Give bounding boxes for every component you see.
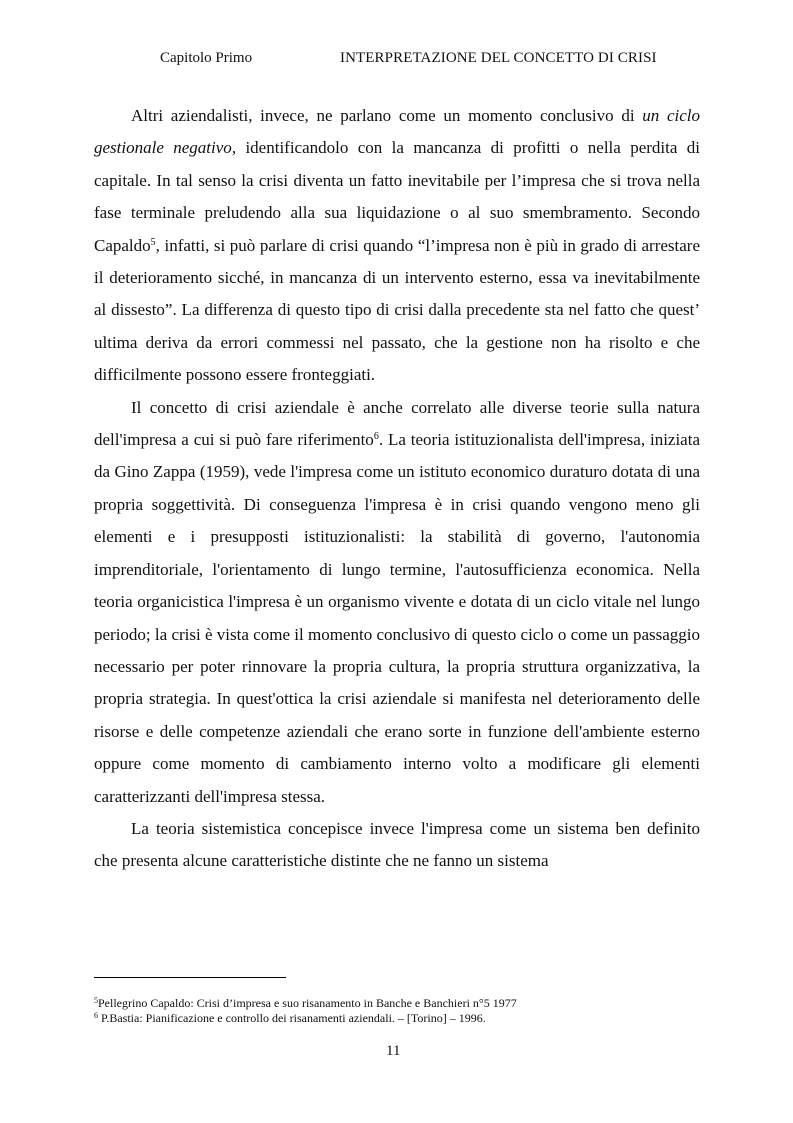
paragraph-1-text-c: , infatti, si può parlare di crisi quando “l’impresa non è più in grado di arrestare il deterioramento sicché, in mancanza di un intervento esterno, essa va inevitabilmente al dissesto”. La differenza di questo tipo di crisi dalla precedente sta nel fatto che quest’ ultima deriva da errori commessi nel passato, che la gestione non ha risolto e che difficilmente possono essere fronteggiati. [94, 235, 700, 385]
footnote-divider [94, 977, 286, 978]
footnote-text: P.Bastia: Pianificazione e controllo dei risanamenti aziendali. – [Torino] – 1996. [98, 1011, 486, 1025]
footnote-5 [94, 996, 714, 1011]
italic-phrase: un ciclo gestionale negativo [94, 106, 700, 158]
footnote-ref-6[interactable]: 6 [373, 431, 379, 443]
paragraph-1-text-a: Altri aziendalisti, invece, ne parlano come un momento conclusivo di [131, 106, 643, 125]
footnote-ref-5[interactable]: 5 [150, 236, 156, 248]
footnote-number: 6 [94, 1011, 98, 1020]
paragraph-1-text-b: , identificandolo con la mancanza di profitti o nella perdita di capitale. In tal senso la crisi diventa un fatto inevitabile per l’impresa che si trova nella fase terminale preludendo alla sua liquidazione o al suo smembramento. Secondo Capaldo [94, 138, 700, 255]
paragraph-2 [94, 392, 700, 813]
footnote-text: Pellegrino Capaldo: Crisi d’impresa e suo risanamento in Banche e Banchieri n°5 1977 [98, 996, 517, 1010]
footnote-6 [94, 1011, 714, 1026]
page-number: 11 [386, 1043, 401, 1059]
running-header-title: INTERPRETAZIONE DEL CONCETTO DI CRISI [340, 50, 657, 66]
paragraph-3-text: La teoria sistemistica concepisce invece l'impresa come un sistema ben definito che presenta alcune caratteristiche distinte che ne fanno un sistema [94, 818, 700, 871]
body-text [94, 100, 700, 878]
running-header-chapter: Capitolo Primo [160, 50, 253, 66]
paragraph-2-text-a: Il concetto di crisi aziendale è anche correlato alle diverse teorie sulla natura dell'impresa a cui si può fare riferimento [94, 397, 700, 450]
paragraph-2-text-b: . La teoria istituzionalista dell'impresa, iniziata da Gino Zappa (1959), vede l'impresa come un istituto economico duraturo dotata di una propria soggettività. Di conseguenza l'impresa è in crisi quando vengono meno gli elementi e i presupposti istituzionalisti: la stabilità di governo, l'autonomia imprenditoriale, l'orientamento di lungo termine, l'autosufficienza economica. Nella teoria organicistica l'impresa è un organismo vivente e dotata di un ciclo vitale nel lungo periodo; la crisi è vista come il momento conclusivo di questo ciclo o come un passaggio necessario per poter rinnovare la propria cultura, la propria struttura organizzativa, la propria strategia. In quest'ottica la crisi aziendale si manifesta nel deterioramento delle risorse e delle competenze aziendali che erano sorte in funzione dell'ambiente esterno oppure come momento di cambiamento interno volto a modificare gli elementi caratterizzanti dell'impresa stessa. [94, 430, 700, 806]
footnotes [94, 996, 714, 1026]
paragraph-1 [94, 100, 700, 392]
paragraph-3 [94, 813, 700, 878]
footnote-number: 5 [94, 996, 98, 1005]
